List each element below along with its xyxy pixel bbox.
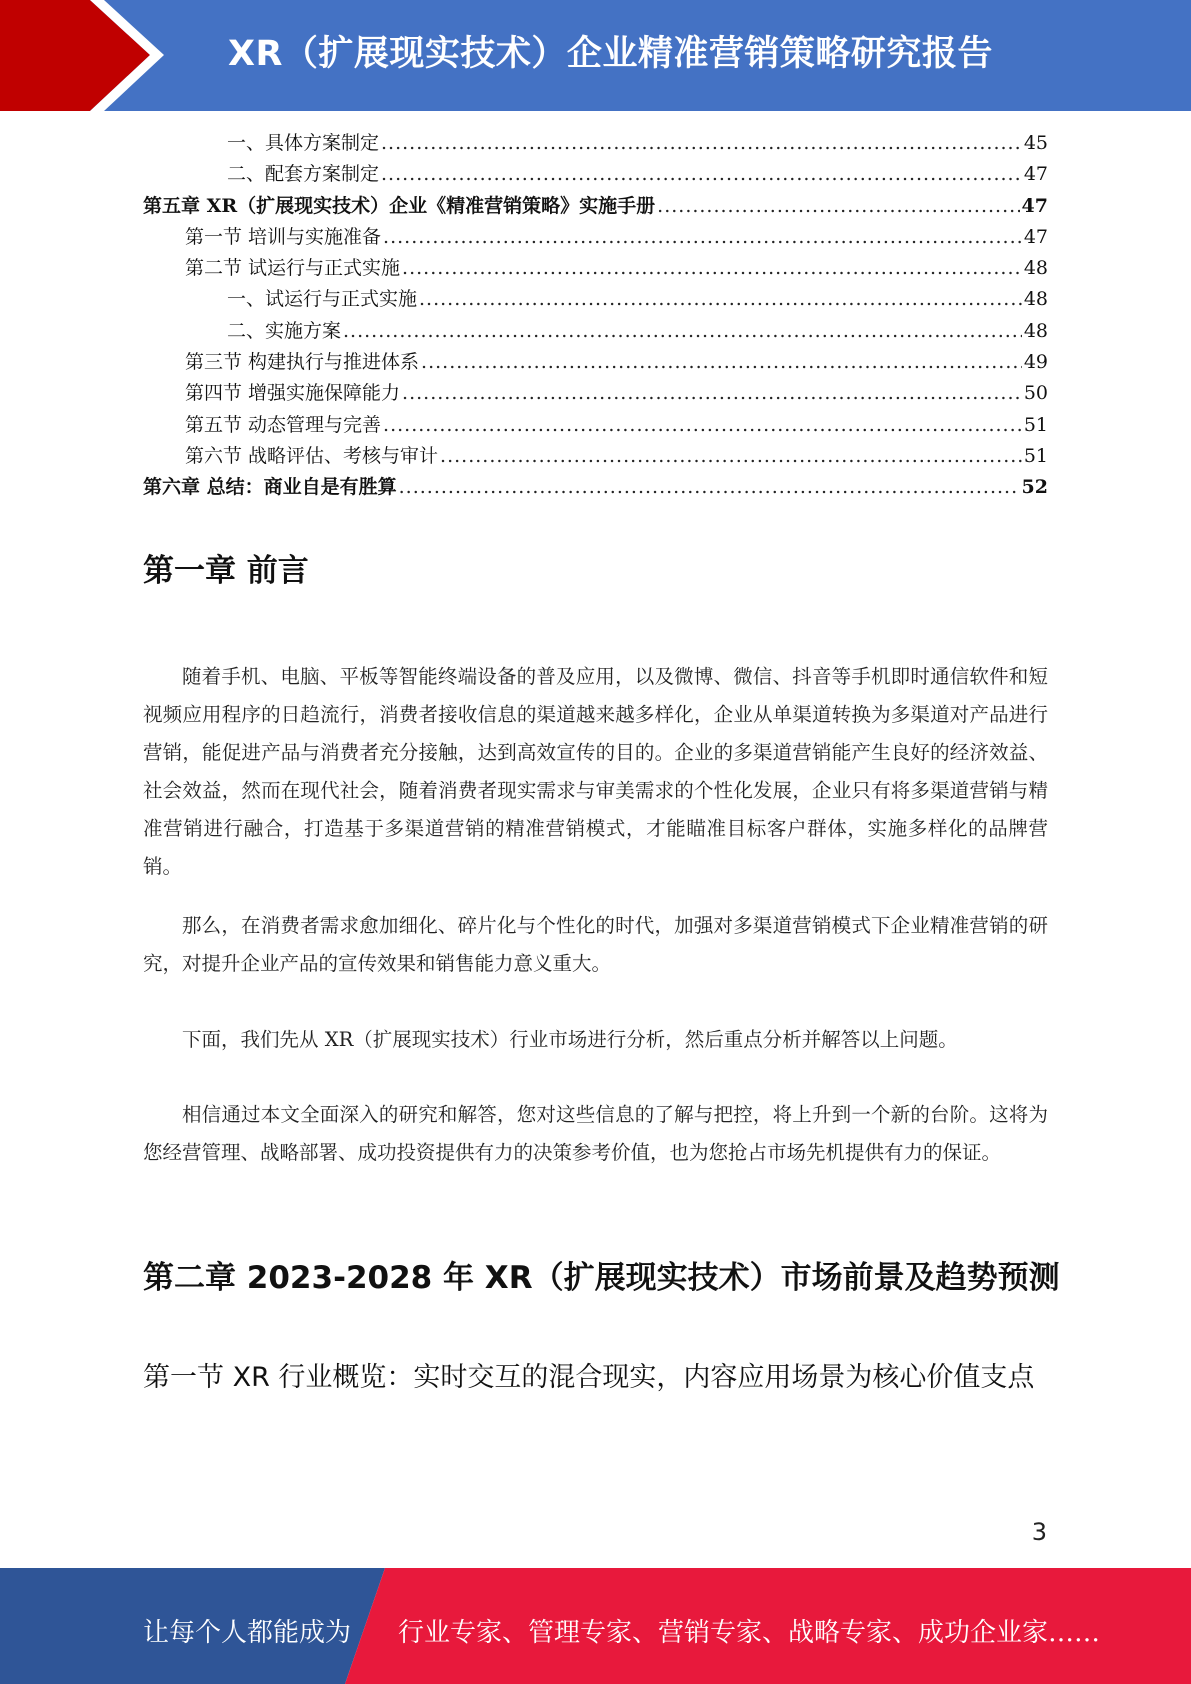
toc-entry[interactable] (143, 378, 1048, 409)
toc-leader-dots (399, 472, 1020, 503)
paragraph-4: 相信通过本文全面深入的研究和解答，您对这些信息的了解与把控，将上升到一个新的台阶。这将为您经营管理、战略部署、成功投资提供有力的决策参考价值，也为您抢占市场先机提供有力的保证。 (143, 1103, 1048, 1164)
page-number: 3 (1031, 1518, 1047, 1546)
toc-entry[interactable] (143, 191, 1048, 222)
toc-entry-page: 50 (1023, 382, 1048, 405)
toc-entry[interactable] (143, 472, 1048, 503)
toc-leader-dots (402, 378, 1022, 409)
toc-leader-dots (383, 410, 1022, 441)
toc-entry-page: 48 (1023, 257, 1048, 280)
toc-entry-label: 第六章 总结：商业自是有胜算 (143, 476, 397, 499)
toc-entry[interactable] (143, 284, 1048, 315)
toc-entry-label: 二、配套方案制定 (227, 163, 380, 186)
page-footer (0, 1568, 1191, 1684)
section-1-heading: 第一节 XR 行业概览：实时交互的混合现实，内容应用场景为核心价值支点 (143, 1362, 1035, 1393)
footer-slogan-right: 行业专家、管理专家、营销专家、战略专家、成功企业家…… (398, 1618, 1101, 1648)
toc-entry-label: 第一节 培训与实施准备 (185, 225, 382, 248)
toc-entry-label: 二、实施方案 (227, 319, 342, 342)
toc-leader-dots (383, 222, 1022, 253)
paragraph-2: 那么，在消费者需求愈加细化、碎片化与个性化的时代，加强对多渠道营销模式下企业精准营销的研究，对提升企业产品的宣传效果和销售能力意义重大。 (143, 914, 1048, 975)
toc-entry-label: 第六节 战略评估、考核与审计 (185, 444, 439, 467)
toc-entry[interactable] (143, 253, 1048, 284)
chapter-1-heading: 第一章 前言 (143, 553, 309, 589)
toc-entry-page: 48 (1023, 288, 1048, 311)
paragraph-1: 随着手机、电脑、平板等智能终端设备的普及应用，以及微博、微信、抖音等手机即时通信软件和短视频应用程序的日趋流行，消费者接收信息的渠道越来越多样化，企业从单渠道转换为多渠道对产品进行营销，能促进产品与消费者充分接触，达到高效宣传的目的。企业的多渠道营销能产生良好的经济效益、社会效益，然而在现代社会，随着消费者现实需求与审美需求的个性化发展，企业只有将多渠道营销与精准营销进行融合，打造基于多渠道营销的精准营销模式，才能瞄准目标客户群体，实施多样化的品牌营销。 (143, 665, 1048, 878)
toc-entry-page: 51 (1023, 413, 1048, 436)
toc-entry-label: 第五章 XR（扩展现实技术）企业《精准营销策略》实施手册 (143, 194, 656, 217)
toc-entry[interactable] (143, 347, 1048, 378)
toc-entry[interactable] (143, 128, 1048, 159)
toc-entry[interactable] (143, 316, 1048, 347)
toc-entry-page: 51 (1023, 444, 1048, 467)
toc-entry[interactable] (143, 159, 1048, 190)
toc-entry-page: 52 (1021, 476, 1048, 499)
page-header (0, 0, 1191, 111)
toc-entry-page: 48 (1023, 319, 1048, 342)
toc-entry[interactable] (143, 410, 1048, 441)
toc-entry-label: 第三节 构建执行与推进体系 (185, 351, 420, 374)
toc-entry-page: 47 (1021, 194, 1048, 217)
toc-entry[interactable] (143, 222, 1048, 253)
toc-leader-dots (440, 441, 1022, 472)
toc-entry[interactable] (143, 441, 1048, 472)
toc-leader-dots (381, 128, 1022, 159)
paragraph-3: 下面，我们先从 XR（扩展现实技术）行业市场进行分析，然后重点分析并解答以上问题。 (182, 1028, 958, 1051)
toc-leader-dots (421, 347, 1022, 378)
header-title: XR（扩展现实技术）企业精准营销策略研究报告 (228, 34, 993, 74)
toc-entry-label: 第二节 试运行与正式实施 (185, 257, 401, 280)
toc-entry-label: 一、具体方案制定 (227, 132, 380, 154)
toc-entry-page: 49 (1023, 351, 1048, 374)
table-of-contents (143, 128, 1048, 504)
toc-leader-dots (402, 253, 1022, 284)
toc-leader-dots (343, 316, 1022, 347)
toc-entry-page: 47 (1023, 225, 1048, 248)
toc-entry-label: 一、试运行与正式实施 (227, 288, 418, 311)
toc-entry-label: 第五节 动态管理与完善 (185, 413, 382, 436)
toc-leader-dots (657, 191, 1019, 222)
toc-leader-dots (419, 284, 1022, 315)
toc-leader-dots (381, 159, 1022, 190)
toc-entry-page: 45 (1023, 132, 1048, 154)
toc-entry-label: 第四节 增强实施保障能力 (185, 382, 401, 405)
chapter-2-heading: 第二章 2023-2028 年 XR（扩展现实技术）市场前景及趋势预测 (143, 1260, 1060, 1296)
toc-entry-page: 47 (1023, 163, 1048, 186)
footer-slogan-left: 让每个人都能成为 (143, 1618, 352, 1648)
header-chevron-decoration (0, 0, 240, 111)
